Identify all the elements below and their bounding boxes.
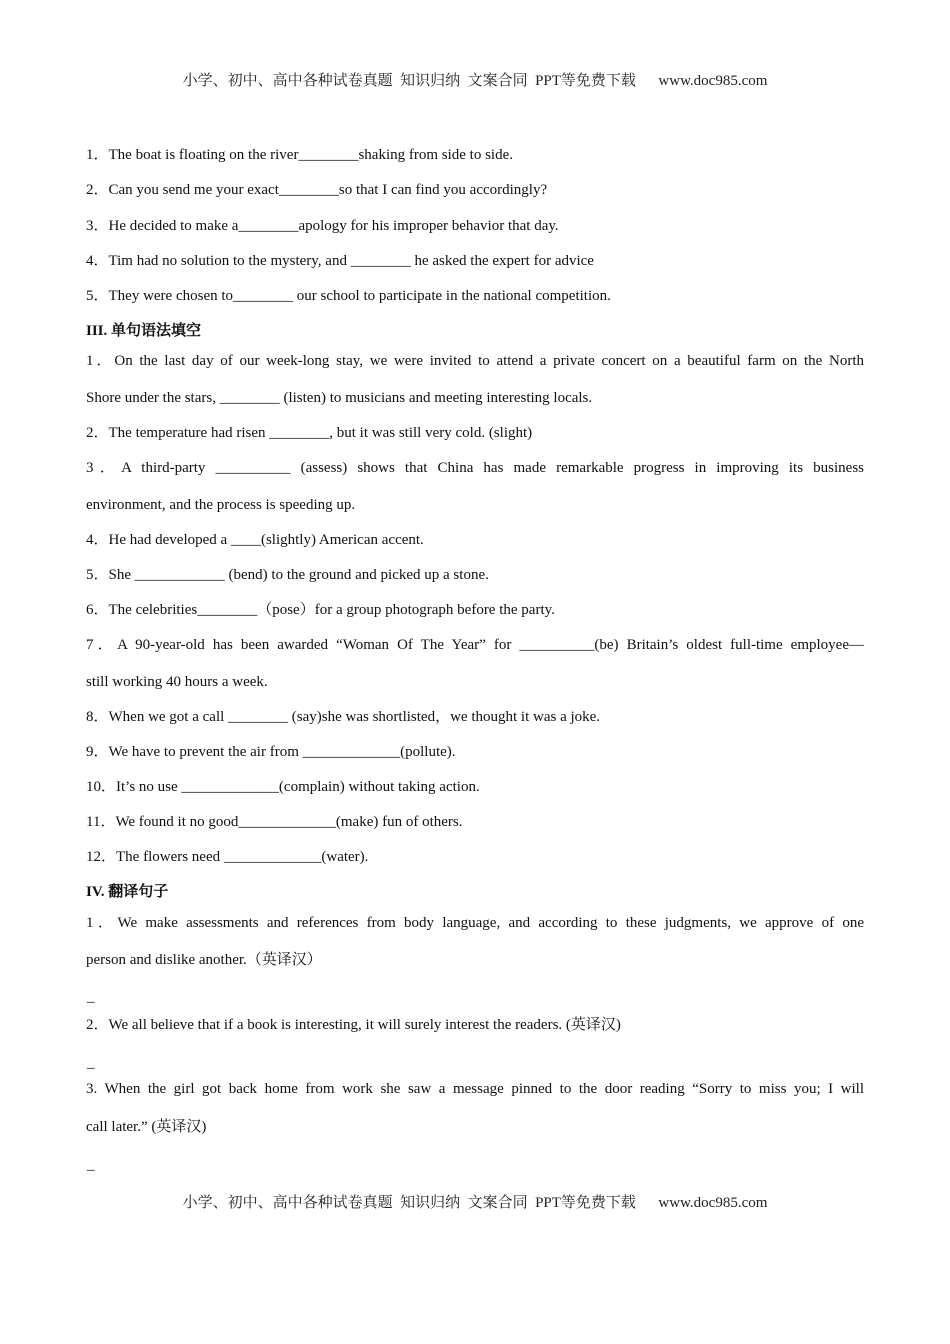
grammar-item-11: 11．We found it no good_____________(make) fun of others. — [86, 814, 463, 830]
answer-blank-1: _ — [87, 989, 95, 1005]
translation-item-2: 2．We all believe that if a book is interesting, it will surely interest the readers. (英译汉) — [86, 1017, 621, 1033]
page-footer-watermark: 小学、初中、高中各种试卷真题 知识归纳 文案合同 PPT等免费下载 www.doc985.com — [182, 1195, 768, 1211]
grammar-item-2: 2．The temperature had risen ________, but it was still very cold. (slight) — [86, 425, 533, 441]
translation-item-1-line-1: 1．We make assessments and references from body language, and according to these judgments, we approve of one — [86, 915, 864, 931]
page-header-watermark: 小学、初中、高中各种试卷真题 知识归纳 文案合同 PPT等免费下载 www.doc985.com — [182, 73, 768, 89]
translation-item-3-line-2: call later.” (英译汉) — [86, 1119, 207, 1135]
vocab-item-4: 4．Tim had no solution to the mystery, and ________ he asked the expert for advice — [86, 253, 594, 269]
vocab-item-1: 1．The boat is floating on the river________shaking from side to side. — [86, 147, 514, 163]
grammar-item-9: 9．We have to prevent the air from _____________(pollute). — [86, 744, 456, 760]
grammar-item-3-line-1: 3．A third-party __________ (assess) shows that China has made remarkable progress in improving its business — [86, 460, 864, 476]
translation-item-1-line-2: person and dislike another.（英译汉） — [86, 952, 322, 968]
grammar-item-1-line-2: Shore under the stars, ________ (listen) to musicians and meeting interesting locals. — [86, 390, 593, 406]
grammar-item-8: 8．When we got a call ________ (say)she was shortlisted，we thought it was a joke. — [86, 709, 601, 725]
translation-item-3-line-1: 3. When the girl got back home from work she saw a message pinned to the door reading “Sorry to miss you; I will — [86, 1081, 864, 1097]
grammar-item-7-line-2: still working 40 hours a week. — [86, 674, 268, 690]
grammar-item-7-line-1: 7．A 90-year-old has been awarded “Woman Of The Year” for __________(be) Britain’s oldest full-time employee— — [86, 637, 864, 653]
grammar-item-1-line-1: 1．On the last day of our week-long stay, we were invited to attend a private concert on a beautiful farm on the North — [86, 353, 864, 369]
vocab-item-3: 3．He decided to make a________apology for his improper behavior that day. — [86, 218, 559, 234]
answer-blank-3: _ — [87, 1157, 95, 1173]
grammar-item-12: 12．The flowers need _____________(water). — [86, 849, 369, 865]
vocab-item-2: 2．Can you send me your exact________so that I can find you accordingly? — [86, 182, 548, 198]
section-heading-grammar: III. 单句语法填空 — [86, 323, 202, 339]
vocab-item-5: 5．They were chosen to________ our school to participate in the national competition. — [86, 288, 611, 304]
section-heading-translation: IV. 翻译句子 — [86, 884, 169, 900]
answer-blank-2: _ — [87, 1055, 95, 1071]
grammar-item-6: 6．The celebrities________（pose）for a group photograph before the party. — [86, 602, 555, 618]
grammar-item-10: 10．It’s no use _____________(complain) without taking action. — [86, 779, 480, 795]
grammar-item-4: 4．He had developed a ____(slightly) American accent. — [86, 532, 424, 548]
grammar-item-3-line-2: environment, and the process is speeding up. — [86, 497, 356, 513]
grammar-item-5: 5．She ____________ (bend) to the ground and picked up a stone. — [86, 567, 489, 583]
